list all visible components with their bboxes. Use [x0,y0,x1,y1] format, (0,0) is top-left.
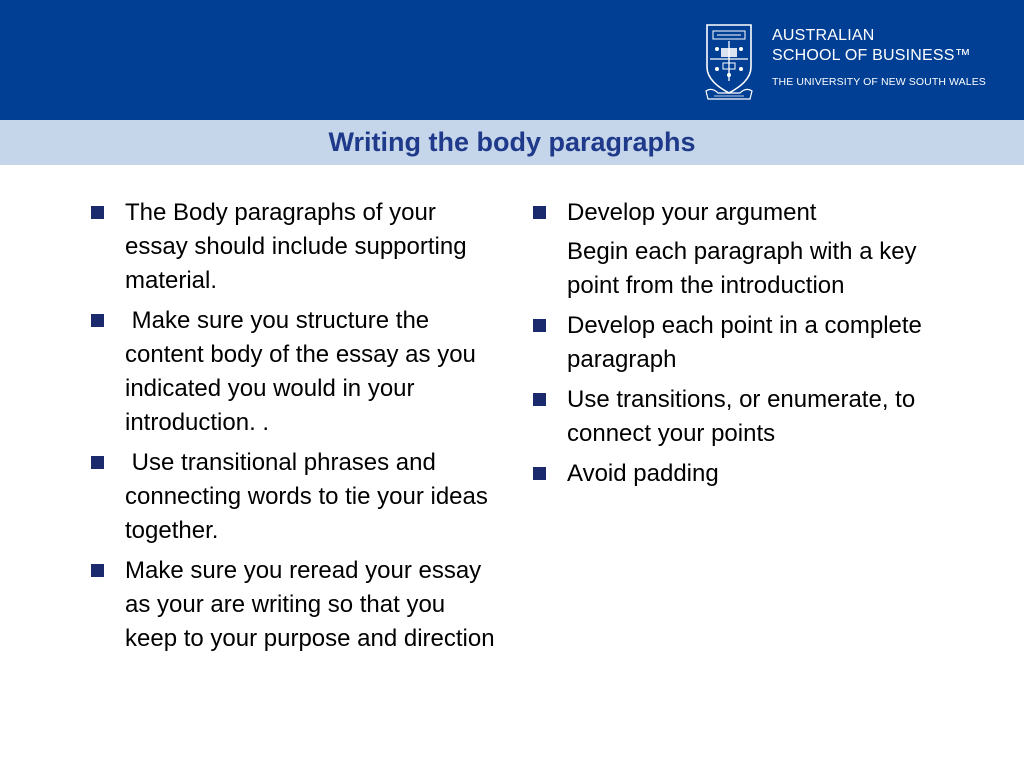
list-item [530,383,940,451]
list-item-text: Develop each point in a complete paragraph [567,312,922,373]
list-item-text: Use transitions, or enumerate, to connect your points [567,386,916,447]
square-bullet-icon [91,314,104,327]
list-item-text: Make sure you reread your essay as your are writing so that you keep to your purpose and direction [125,557,495,652]
university-crest-icon [704,23,754,101]
square-bullet-icon [533,319,546,332]
square-bullet-icon [533,467,546,480]
list-item-subtext: Begin each paragraph with a key point from the introduction [567,238,917,299]
square-bullet-icon [533,393,546,406]
brand-line-australian: AUSTRALIAN [772,27,875,44]
square-bullet-icon [91,564,104,577]
list-item [88,304,498,440]
list-item [530,309,940,377]
brand-line-school-of-business: SCHOOL OF BUSINESS™ [772,47,971,64]
header-banner [0,0,1024,120]
list-item [530,457,940,491]
title-band [0,120,1024,165]
list-item-text: Develop your argument [567,199,817,226]
list-item [88,196,498,298]
left-bullet-list [88,196,498,662]
square-bullet-icon [91,456,104,469]
list-item [88,446,498,548]
square-bullet-icon [91,206,104,219]
list-item [530,196,940,303]
list-item-text: The Body paragraphs of your essay should include supporting material. [125,199,467,294]
school-name [772,26,986,88]
school-logo [704,23,1004,101]
square-bullet-icon [533,206,546,219]
slide-title: Writing the body paragraphs [328,127,696,157]
list-item-text: Make sure you structure the content body of the essay as you indicated you would in your introduction. . [125,307,483,436]
list-item-text: Avoid padding [567,460,719,487]
right-bullet-list [530,196,940,497]
brand-line-university: THE UNIVERSITY OF NEW SOUTH WALES [772,76,986,88]
list-item [88,554,498,656]
list-item-text: Use transitional phrases and connecting words to tie your ideas together. [125,449,495,544]
